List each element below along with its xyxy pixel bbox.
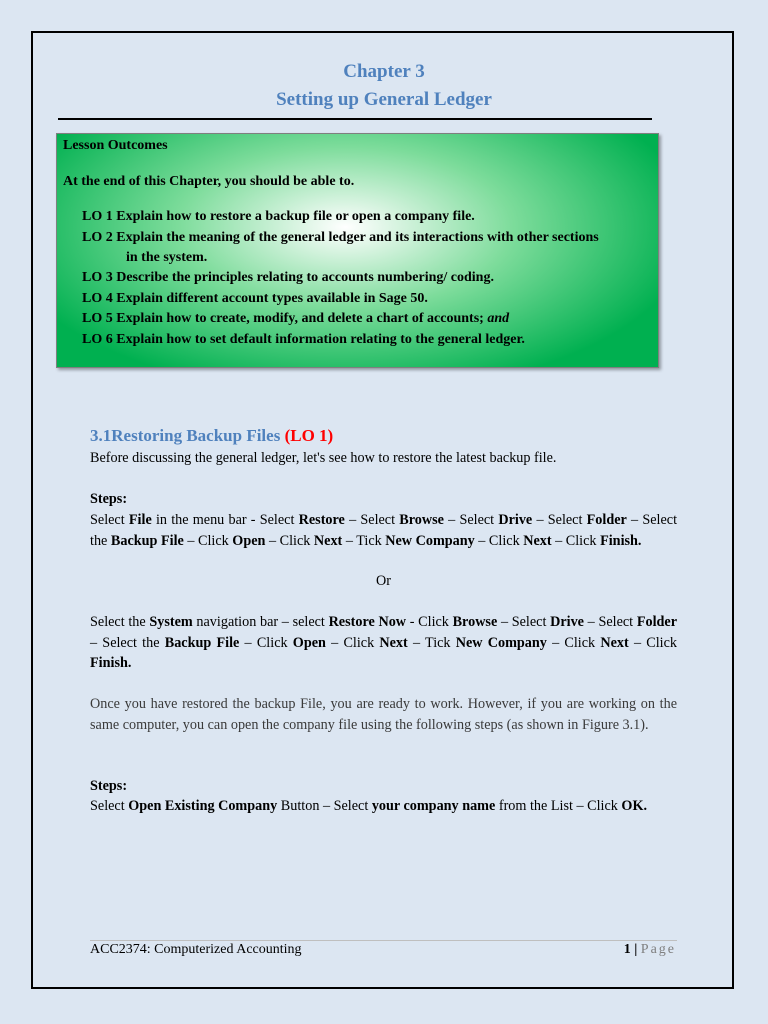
section-heading (90, 426, 333, 446)
open-company-paragraph: Once you have restored the backup File, you are ready to work. However, if you are working on the same computer, you can open the company file using the following steps (as shown in Figure 3.1). (90, 696, 677, 733)
outcomes-intro: At the end of this Chapter, you should be able to. (63, 174, 355, 189)
outcome-item-continuation: in the system. (126, 250, 208, 265)
section-intro: Before discussing the general ledger, let's see how to restore the latest backup file. (90, 450, 557, 466)
chapter-title: Setting up General Ledger (276, 89, 492, 110)
outcome-item: LO 2 Explain the meaning of the general ledger and its interactions with other sections (82, 230, 599, 245)
outcome-item (82, 311, 509, 327)
page-number: 1 (623, 942, 631, 957)
outcome-item: LO 4 Explain different account types available in Sage 50. (82, 291, 428, 306)
lesson-outcomes-box (56, 133, 659, 368)
footer-divider (90, 940, 677, 941)
outcome-item-and: and (487, 311, 510, 326)
or-separator: Or (376, 573, 391, 589)
outcomes-heading: Lesson Outcomes (63, 138, 168, 153)
section-lo-tag: (LO 1) (284, 426, 334, 445)
outcome-item: LO 6 Explain how to set default information relating to the general ledger. (82, 332, 525, 347)
section-heading-text: 3.1Restoring Backup Files (90, 426, 281, 445)
steps-label: Steps: (90, 491, 128, 507)
chapter-number: Chapter 3 (343, 61, 425, 82)
page-separator: | (634, 942, 638, 957)
page-label: Page (640, 942, 676, 957)
open-company-steps: Select Open Existing Company Button – Select your company name from the List – Click OK. (90, 798, 648, 814)
restore-steps-menu: Select File in the menu bar - Select Restore – Select Browse – Select Drive – Select Folder – Select the Backup File – Click Open – Click Next – Tick New Company – Click Next – Click Finish. (90, 512, 678, 549)
restore-steps-system: Select the System navigation bar – select Restore Now - Click Browse – Select Drive – Select Folder – Select the Backup File – Click Open – Click Next – Tick New Company – Click Next – Click Finish. (90, 614, 677, 671)
title-divider (58, 118, 652, 120)
outcome-item-text: LO 5 Explain how to create, modify, and delete a chart of accounts; (82, 311, 484, 326)
outcome-item: LO 3 Describe the principles relating to accounts numbering/ coding. (82, 270, 494, 285)
outcome-item: LO 1 Explain how to restore a backup file or open a company file. (82, 209, 475, 224)
footer-course: ACC2374: Computerized Accounting (90, 942, 302, 957)
footer-page-number (624, 942, 676, 958)
steps-label-2: Steps: (90, 778, 128, 794)
